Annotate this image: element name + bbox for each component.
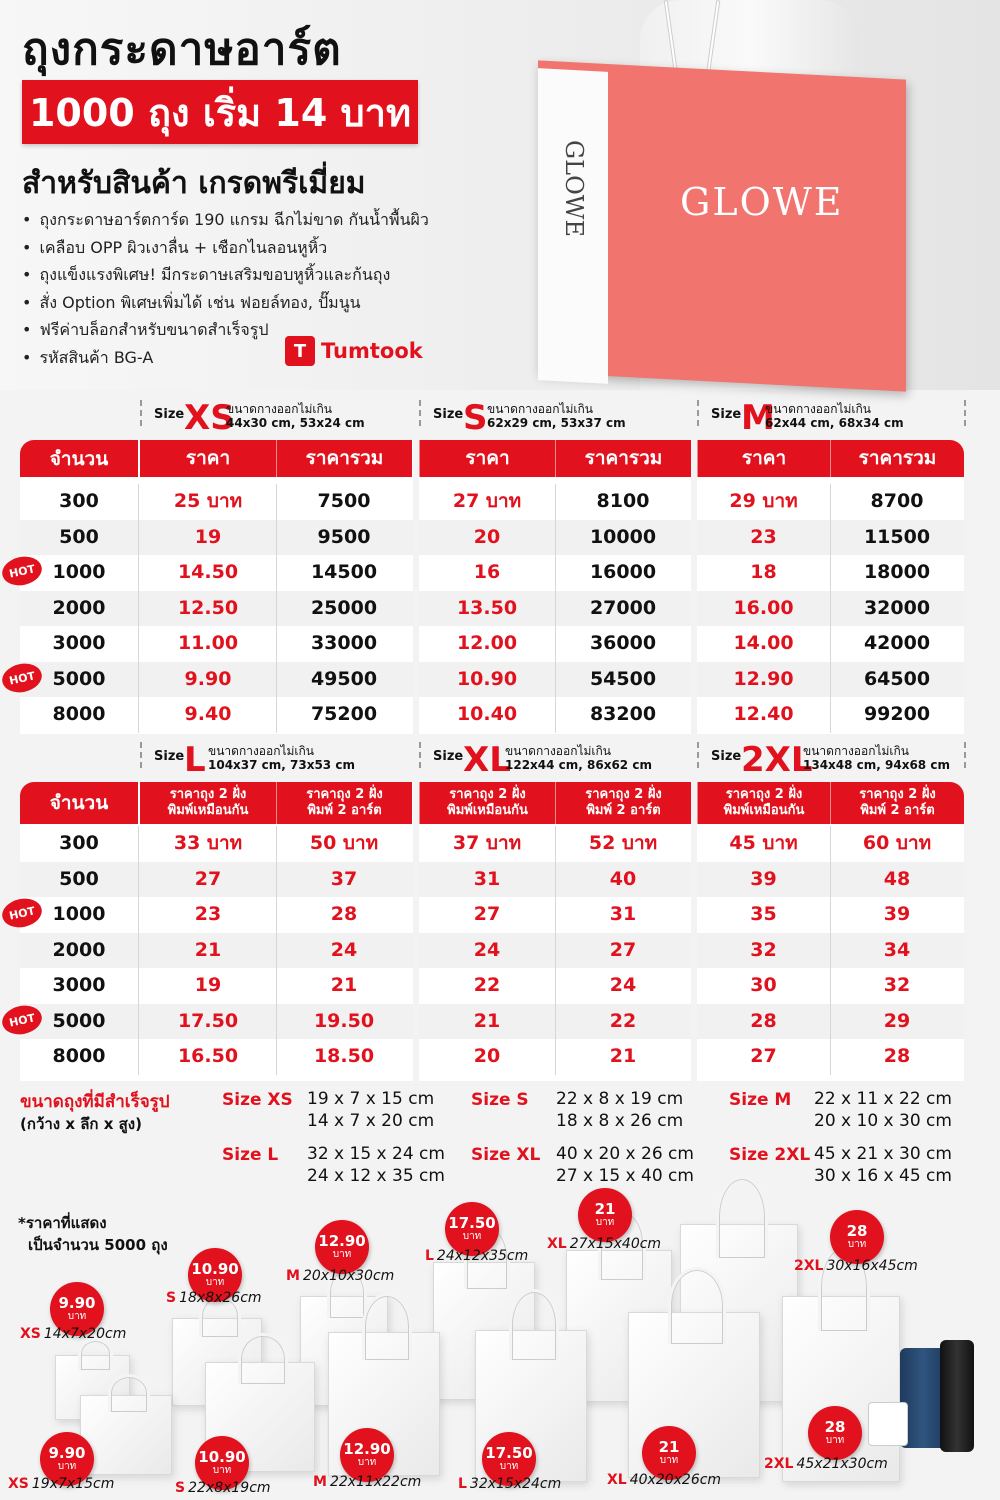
- size-dim-prefix: ขนาดกางออกไม่เกิน: [765, 402, 871, 416]
- column-header-label: พิมพ์เหมือนกัน: [167, 803, 249, 818]
- column-header: [697, 440, 830, 477]
- feature-item: • เคลือบ OPP ผิวเงาลื่น + เชือกไนลอนหูหิ้ว: [22, 234, 429, 262]
- column-header-label: ราคาถุง 2 ฝั่ง: [725, 787, 803, 802]
- bottle-image: [940, 1340, 974, 1452]
- size-dim-values: 104x37 cm, 73x53 cm: [208, 758, 355, 772]
- page-title: ถุงกระดาษอาร์ต: [22, 24, 342, 75]
- price-note-line: เป็นจำนวน 5000 ถุง: [28, 1236, 168, 1254]
- bag-caption-size: M: [286, 1268, 300, 1284]
- size-header: [154, 396, 414, 438]
- divider-dash: [140, 400, 142, 426]
- column-header: [830, 782, 964, 824]
- price-cell: 23: [750, 525, 777, 548]
- total-cell: 99200: [863, 703, 931, 725]
- bag-caption-size: 2XL: [794, 1258, 824, 1274]
- bag-caption-dims: 45x21x30cm: [796, 1456, 888, 1472]
- size-dim-prefix: ขนาดกางออกไม่เกิน: [208, 744, 314, 758]
- bag-caption-dims: 40x20x26cm: [629, 1472, 722, 1488]
- size-dimensions: [487, 402, 626, 430]
- bag-caption-dims: 18x8x26cm: [179, 1290, 262, 1306]
- ready-size-label: Size L: [222, 1145, 279, 1165]
- qty-cell: 2000: [52, 596, 106, 619]
- price-cell: 40: [609, 867, 637, 890]
- total-cell: 7500: [317, 490, 371, 512]
- price-cell: 21: [473, 1009, 501, 1032]
- price-cell: 52 บาท: [588, 832, 658, 854]
- price-cell: 9.90: [184, 667, 232, 690]
- ready-size-value: 22 x 8 x 19 cm: [556, 1089, 684, 1109]
- column-header-label: พิมพ์ 2 อาร์ต: [860, 803, 935, 818]
- divider-dash: [697, 400, 699, 426]
- qty-cell: 3000: [52, 974, 106, 996]
- price-cell: 45 บาท: [729, 832, 798, 854]
- ready-sizes-title: ขนาดถุงที่มีสำเร็จรูป: [20, 1092, 170, 1112]
- bag-caption-dims: 19x7x15cm: [31, 1476, 115, 1492]
- price-badge-unit: บาท: [205, 1277, 225, 1288]
- total-cell: 83200: [589, 703, 657, 725]
- price-badge-value: 17.50: [448, 1214, 496, 1232]
- price-cell: 25 บาท: [173, 490, 243, 512]
- size-word: Size: [711, 407, 742, 422]
- bag-caption-dims: 14x7x20cm: [43, 1326, 127, 1342]
- qty-cell: 500: [59, 867, 99, 890]
- qty-cell: 500: [59, 525, 99, 548]
- price-cell: 28: [330, 903, 358, 925]
- column-divider: [138, 826, 139, 1075]
- price-cell: 12.00: [456, 632, 518, 654]
- ready-size-value: 24 x 12 x 35 cm: [307, 1166, 445, 1186]
- size-dim-values: 44x30 cm, 53x24 cm: [226, 416, 365, 430]
- size-header: [154, 738, 414, 780]
- price-badge-unit: บาท: [499, 1461, 519, 1472]
- price-badge-unit: บาท: [659, 1455, 679, 1466]
- price-badge-value: 17.50: [485, 1444, 533, 1462]
- total-cell: 54500: [589, 667, 657, 690]
- bag-caption-dims: 20x10x30cm: [302, 1268, 395, 1284]
- price-cell: 12.90: [733, 667, 794, 690]
- price-cell: 20: [473, 525, 501, 548]
- feature-item: • ฟรีค่าบล็อกสำหรับขนาดสำเร็จรูป: [22, 316, 429, 344]
- ready-size-value: 32 x 15 x 24 cm: [307, 1144, 445, 1164]
- size-dim-prefix: ขนาดกางออกไม่เกิน: [803, 744, 909, 758]
- size-dim-values: 122x44 cm, 86x62 cm: [505, 758, 652, 772]
- page-subtitle: สำหรับสินค้า เกรดพรีเมี่ยม: [22, 166, 366, 201]
- column-header-label: พิมพ์เหมือนกัน: [447, 803, 528, 818]
- column-header-label: ราคา: [465, 447, 510, 469]
- hot-badge: HOT: [0, 1002, 44, 1038]
- ready-size-value: 30 x 16 x 45 cm: [814, 1166, 952, 1186]
- price-cell: 24: [330, 938, 358, 961]
- price-cell: 35: [750, 903, 777, 925]
- size-header: [433, 396, 693, 438]
- bag-image: [80, 1395, 172, 1475]
- hot-badge: HOT: [0, 895, 44, 931]
- price-cell: 29 บาท: [729, 490, 798, 512]
- ready-size-value: 45 x 21 x 30 cm: [814, 1144, 952, 1164]
- bag-caption: [547, 1236, 661, 1252]
- price-badge-value: 28: [846, 1222, 868, 1240]
- ready-size-value: 22 x 11 x 22 cm: [814, 1089, 952, 1109]
- size-dim-prefix: ขนาดกางออกไม่เกิน: [487, 402, 593, 416]
- bag-caption: [313, 1474, 421, 1490]
- price-badge-unit: บาท: [67, 1311, 87, 1322]
- bag-caption: [794, 1258, 918, 1274]
- mug-image: [868, 1402, 908, 1446]
- bag-caption-dims: 22x8x19cm: [188, 1480, 271, 1496]
- price-note: [18, 1212, 168, 1256]
- price-cell: 37 บาท: [452, 832, 522, 854]
- size-dim-values: 62x29 cm, 53x37 cm: [487, 416, 626, 430]
- price-badge-unit: บาท: [212, 1465, 232, 1476]
- column-divider: [138, 484, 139, 733]
- bag-caption: [425, 1248, 528, 1264]
- price-badge-unit: บาท: [462, 1231, 482, 1242]
- size-dim-prefix: ขนาดกางออกไม่เกิน: [226, 402, 332, 416]
- price-cell: 10.90: [456, 667, 518, 690]
- qty-cell: 1000: [52, 903, 106, 925]
- size-code: XS: [184, 398, 235, 438]
- bag-caption: [20, 1326, 126, 1342]
- ready-size-label: Size XS: [222, 1090, 293, 1110]
- bag-caption-size: M: [313, 1474, 327, 1490]
- price-cell: 16.00: [733, 596, 794, 619]
- qty-cell: 300: [59, 832, 99, 854]
- price-cell: 22: [473, 974, 501, 996]
- price-cell: 24: [609, 974, 637, 996]
- size-word: Size: [711, 749, 742, 764]
- price-cell: 27: [473, 903, 501, 925]
- divider-dash: [964, 400, 966, 426]
- size-code: L: [184, 740, 206, 780]
- bag-caption: [764, 1456, 888, 1472]
- price-badge-unit: บาท: [332, 1249, 352, 1260]
- price-cell: 12.40: [733, 703, 794, 725]
- column-header-label: ราคาถุง 2 ฝั่ง: [859, 787, 936, 802]
- feature-item: • ถุงกระดาษอาร์ตการ์ด 190 แกรม ฉีกไม่ขาด กันน้ำพื้นผิว: [22, 206, 429, 234]
- hot-badge: HOT: [0, 553, 44, 589]
- price-cell: 28: [883, 1045, 911, 1067]
- price-cell: 37: [330, 867, 358, 890]
- price-cell: 14.50: [177, 561, 239, 583]
- bag-caption-dims: 22x11x22cm: [329, 1474, 422, 1490]
- qty-cell: 1000: [52, 561, 106, 583]
- price-cell: 30: [750, 974, 777, 996]
- price-badge-value: 9.90: [58, 1294, 96, 1312]
- size-word: Size: [433, 749, 464, 764]
- total-cell: 11500: [863, 525, 931, 548]
- size-dim-prefix: ขนาดกางออกไม่เกิน: [505, 744, 611, 758]
- column-header-label: ราคา: [185, 447, 231, 469]
- column-header-label: ราคาถุง 2 ฝั่ง: [169, 787, 247, 802]
- bag-caption-size: XS: [8, 1476, 29, 1492]
- price-cell: 27: [194, 867, 222, 890]
- price-cell: 48: [883, 867, 911, 890]
- price-badge-value: 12.90: [318, 1232, 366, 1250]
- total-cell: 10000: [589, 525, 657, 548]
- column-header-label: พิมพ์ 2 อาร์ต: [307, 803, 382, 818]
- divider-dash: [140, 742, 142, 768]
- column-header: [140, 782, 276, 824]
- column-header: [140, 440, 276, 477]
- total-cell: 25000: [310, 596, 378, 619]
- price-cell: 27: [750, 1045, 777, 1067]
- price-cell: 39: [750, 867, 777, 890]
- price-cell: 28: [750, 1009, 777, 1032]
- price-cell: 14.00: [733, 632, 794, 654]
- column-header: [555, 782, 691, 824]
- price-cell: 13.50: [456, 596, 518, 619]
- total-cell: 14500: [310, 561, 378, 583]
- column-header-label: พิมพ์ 2 อาร์ต: [586, 803, 661, 818]
- price-badge-unit: บาท: [57, 1461, 77, 1472]
- ready-size-label: Size S: [471, 1090, 529, 1110]
- price-cell: 20: [473, 1045, 501, 1067]
- total-cell: 8100: [596, 490, 650, 512]
- feature-item: • สั่ง Option พิเศษเพิ่มได้ เช่น ฟอยล์ทอง, ปั๊มนูน: [22, 289, 429, 317]
- bag-caption-size: 2XL: [764, 1456, 794, 1472]
- bag-caption-dims: 30x16x45cm: [826, 1258, 918, 1274]
- price-cell: 24: [473, 938, 501, 961]
- size-dimensions: [226, 402, 365, 430]
- price-cell: 60 บาท: [862, 832, 932, 854]
- price-cell: 19.50: [313, 1009, 375, 1032]
- total-cell: 49500: [310, 667, 378, 690]
- total-cell: 32000: [863, 596, 931, 619]
- ready-size-value: 20 x 10 x 30 cm: [814, 1111, 952, 1131]
- price-cell: 21: [330, 974, 358, 996]
- price-badge-value: 12.90: [343, 1440, 391, 1458]
- price-badge-value: 10.90: [191, 1260, 239, 1278]
- price-cell: 18: [750, 561, 777, 583]
- qty-cell: 8000: [52, 703, 106, 725]
- price-cell: 23: [194, 903, 222, 925]
- total-cell: 27000: [589, 596, 657, 619]
- price-cell: 21: [194, 938, 222, 961]
- bag-caption-size: XS: [20, 1326, 41, 1342]
- price-cell: 50 บาท: [309, 832, 379, 854]
- bag-caption-dims: 27x15x40cm: [569, 1236, 662, 1252]
- ready-size-value: 40 x 20 x 26 cm: [556, 1144, 694, 1164]
- total-cell: 9500: [317, 525, 371, 548]
- total-cell: 64500: [863, 667, 931, 690]
- ready-size-value: 14 x 7 x 20 cm: [307, 1111, 435, 1131]
- column-header-label: ราคารวม: [858, 447, 937, 469]
- ready-size-label: Size 2XL: [729, 1145, 811, 1165]
- column-header-label: ราคา: [741, 447, 787, 469]
- price-badge-unit: บาท: [825, 1435, 845, 1446]
- bag-caption-size: XL: [607, 1472, 627, 1488]
- qty-cell: 3000: [52, 632, 106, 654]
- qty-cell: 300: [59, 490, 99, 512]
- price-cell: 39: [883, 903, 911, 925]
- price-badge-value: 9.90: [48, 1444, 86, 1462]
- price-badge: [315, 1220, 369, 1274]
- hot-badge: HOT: [0, 660, 44, 696]
- price-cell: 33 บาท: [173, 832, 243, 854]
- size-word: Size: [433, 407, 464, 422]
- price-badge-unit: บาท: [357, 1457, 377, 1468]
- size-code: S: [463, 398, 488, 438]
- price-badge-value: 28: [824, 1418, 846, 1436]
- column-header: [419, 440, 555, 477]
- bag-caption-size: L: [458, 1476, 467, 1492]
- price-badge-unit: บาท: [847, 1239, 867, 1250]
- size-header: [711, 396, 971, 438]
- price-cell: 10.40: [456, 703, 518, 725]
- column-header-label: ราคาถุง 2 ฝั่ง: [306, 787, 383, 802]
- price-cell: 16.50: [177, 1045, 239, 1067]
- price-badge: [808, 1406, 862, 1460]
- bag-caption-size: S: [166, 1290, 177, 1306]
- qty-cell: 2000: [52, 938, 106, 961]
- size-header: [433, 738, 693, 780]
- column-header: [276, 782, 412, 824]
- price-cell: 31: [609, 903, 637, 925]
- size-code: XL: [463, 740, 511, 780]
- price-cell: 9.40: [184, 703, 232, 725]
- column-header: [276, 440, 412, 477]
- bag-caption-size: XL: [547, 1236, 567, 1252]
- price-badge-value: 21: [594, 1200, 616, 1218]
- feature-item: • ถุงแข็งแรงพิเศษ! มีกระดาษเสริมขอบหูหิ้วและก้นถุง: [22, 261, 429, 289]
- brand-logo: [285, 336, 423, 366]
- size-code: 2XL: [741, 740, 813, 780]
- column-header: [419, 782, 555, 824]
- size-word: Size: [154, 749, 185, 764]
- bag-caption-size: L: [425, 1248, 434, 1264]
- bag-caption: [607, 1472, 721, 1488]
- total-cell: 42000: [863, 632, 931, 654]
- total-cell: 16000: [589, 561, 657, 583]
- column-header: [697, 782, 830, 824]
- qty-cell: 8000: [52, 1045, 106, 1067]
- column-header-qty: จำนวน: [20, 782, 138, 824]
- divider-dash: [419, 400, 421, 426]
- qty-cell: 5000: [52, 667, 106, 690]
- ready-size-value: 19 x 7 x 15 cm: [307, 1089, 435, 1109]
- total-cell: 8700: [870, 490, 924, 512]
- price-cell: 18.50: [313, 1045, 375, 1067]
- size-dim-values: 134x48 cm, 94x68 cm: [803, 758, 950, 772]
- price-cell: 27: [609, 938, 637, 961]
- price-cell: 12.50: [177, 596, 239, 619]
- price-badge-unit: บาท: [595, 1217, 615, 1228]
- price-cell: 27 บาท: [452, 490, 522, 512]
- ready-size-label: Size XL: [471, 1145, 541, 1165]
- ready-size-label: Size M: [729, 1090, 792, 1110]
- price-cell: 19: [194, 525, 222, 548]
- column-header-label: ราคาถุง 2 ฝั่ง: [449, 787, 526, 802]
- bag-caption-dims: 32x15x24cm: [469, 1476, 562, 1492]
- price-note-line: *ราคาที่แสดง: [18, 1214, 107, 1232]
- qty-cell: 5000: [52, 1009, 106, 1032]
- brand-name: Tumtook: [321, 339, 423, 363]
- total-cell: 33000: [310, 632, 378, 654]
- price-cell: 16: [473, 561, 501, 583]
- bag-caption: [458, 1476, 561, 1492]
- bag-caption: [8, 1476, 114, 1492]
- bag-caption: [175, 1480, 271, 1496]
- bag-caption: [166, 1290, 262, 1306]
- price-cell: 21: [609, 1045, 637, 1067]
- price-badge-value: 10.90: [198, 1448, 246, 1466]
- divider-dash: [697, 742, 699, 768]
- divider-dash: [964, 742, 966, 768]
- ready-size-value: 18 x 8 x 26 cm: [556, 1111, 684, 1131]
- price-cell: 22: [609, 1009, 637, 1032]
- size-dimensions: [208, 744, 355, 772]
- price-cell: 34: [883, 938, 911, 961]
- price-cell: 11.00: [177, 632, 239, 654]
- column-header: [830, 440, 964, 477]
- promo-banner: 1000 ถุง เริ่ม 14 บาท: [22, 80, 418, 144]
- size-code: M: [741, 398, 775, 438]
- price-cell: 19: [194, 974, 222, 996]
- total-cell: 36000: [589, 632, 657, 654]
- price-badge-value: 21: [658, 1438, 680, 1456]
- column-header-label: ราคารวม: [584, 447, 663, 469]
- size-dimensions: [803, 744, 950, 772]
- size-word: Size: [154, 407, 185, 422]
- ready-size-value: 27 x 15 x 40 cm: [556, 1166, 694, 1186]
- price-badge: [578, 1188, 632, 1242]
- size-dimensions: [505, 744, 652, 772]
- column-header-label: ราคาถุง 2 ฝั่ง: [585, 787, 662, 802]
- bag-brand-text: GLOWE: [680, 180, 844, 224]
- bag-side-brand-text: GLOWE: [560, 140, 588, 237]
- total-cell: 18000: [863, 561, 931, 583]
- column-header-qty: จำนวน: [20, 440, 138, 477]
- price-cell: 17.50: [177, 1009, 239, 1032]
- price-badge: [830, 1210, 884, 1264]
- price-cell: 29: [883, 1009, 911, 1032]
- tumtook-logo-icon: T: [285, 336, 315, 366]
- bag-caption: [286, 1268, 394, 1284]
- total-cell: 75200: [310, 703, 378, 725]
- price-cell: 32: [883, 974, 911, 996]
- bag-caption-size: S: [175, 1480, 186, 1496]
- feature-item: • รหัสสินค้า BG-A: [22, 344, 429, 372]
- divider-dash: [419, 742, 421, 768]
- price-cell: 32: [750, 938, 777, 961]
- column-header: [555, 440, 691, 477]
- size-dimensions: [765, 402, 904, 430]
- size-dim-values: 62x44 cm, 68x34 cm: [765, 416, 904, 430]
- bag-caption-dims: 24x12x35cm: [436, 1248, 529, 1264]
- ready-sizes-subtitle: (กว้าง x ลึก x สูง): [20, 1115, 142, 1133]
- size-header: [711, 738, 971, 780]
- product-photo: [520, 0, 1000, 390]
- price-cell: 31: [473, 867, 501, 890]
- column-header-label: พิมพ์เหมือนกัน: [723, 803, 805, 818]
- column-header-label: ราคารวม: [305, 447, 384, 469]
